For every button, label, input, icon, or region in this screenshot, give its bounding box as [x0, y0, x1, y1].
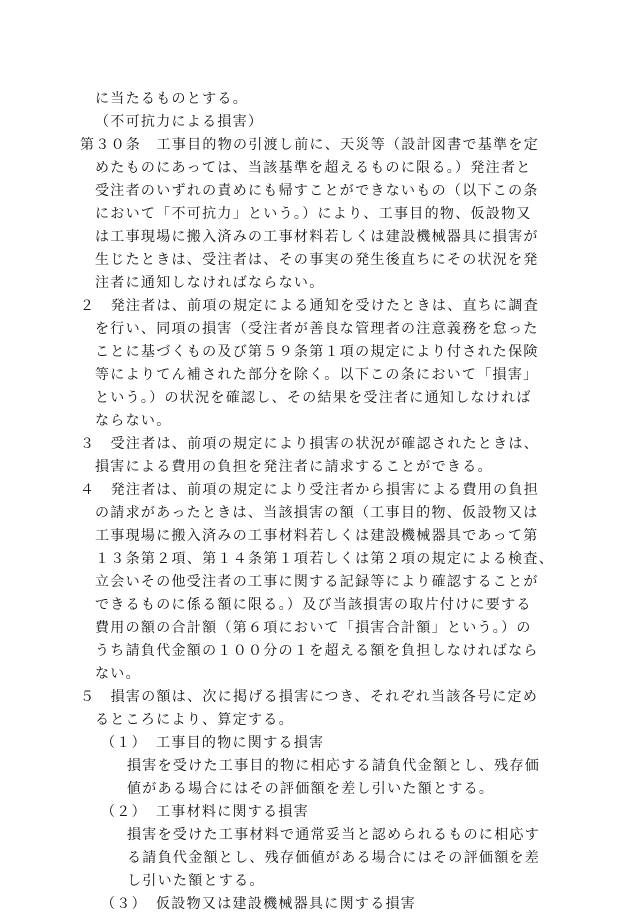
text-line: 損害による費用の負担を発注者に請求することができる。	[95, 459, 493, 475]
paragraph-5-start: ５ 損害の額は、次に掲げる損害につき、それぞれ当該各号に定め	[80, 689, 539, 705]
paragraph-3-start: ３ 受注者は、前項の規定により損害の状況が確認されたときは、	[80, 436, 539, 452]
text-line: という。）の状況を確認し、その結果を受注者に通知しなければ	[95, 390, 532, 406]
article-30-start: 第３０条 工事目的物の引渡し前に、天災等（設計図書で基準を定	[80, 137, 539, 153]
text-line: １３条第２項、第１４条第１項若しくは第２項の規定による検査、	[95, 551, 554, 567]
item-number: （１）	[101, 735, 147, 751]
text-line: 費用の額の合計額（第６項において「損害合計額」という。）の	[95, 620, 532, 636]
item-title: 工事材料に関する損害	[156, 804, 309, 820]
text-line: を行い、同項の損害（受注者が善良な管理者の注意義務を怠った	[95, 321, 539, 337]
paragraph-2-start: ２ 発注者は、前項の規定による通知を受けたときは、直ちに調査	[80, 298, 539, 314]
item-title: 工事目的物に関する損害	[156, 735, 325, 751]
text-line: できるものに係る額に限る。）及び当該損害の取片付けに要する	[95, 597, 532, 613]
text-line: 工事現場に搬入済みの工事材料若しくは建設機械器具であって第	[95, 528, 539, 544]
text-line: に当たるものとする。	[95, 91, 248, 107]
text-line: 生じたときは、受注者は、その事実の発生後直ちにその状況を発	[95, 252, 539, 268]
item-body-line: る請負代金額とし、残存価値がある場合にはその評価額を差	[127, 850, 541, 866]
text-line: うち請負代金額の１００分の１を超える額を負担しなければなら	[95, 643, 539, 659]
text-line: において「不可抗力」という。）により、工事目的物、仮設物又	[95, 206, 532, 222]
text-line: の請求があったときは、当該損害の額（工事目的物、仮設物又は	[95, 505, 539, 521]
text-line: ことに基づくもの及び第５９条第１項の規定により付された保険	[95, 344, 539, 360]
item-title: 仮設物又は建設機械器具に関する損害	[156, 896, 417, 912]
text-line: 立会いその他受注者の工事に関する記録等により確認することが	[95, 574, 539, 590]
text-line: ない。	[95, 666, 141, 682]
paragraph-4-start: ４ 発注者は、前項の規定により受注者から損害による費用の負担	[80, 482, 539, 498]
item-number: （２）	[101, 804, 147, 820]
item-number: （３）	[101, 896, 147, 912]
text-line: は工事現場に搬入済みの工事材料若しくは建設機械器具に損害が	[95, 229, 539, 245]
item-body-line: 値がある場合にはその評価額を差し引いた額とする。	[127, 781, 495, 797]
text-line: 等によりてん補された部分を除く。以下この条において「損害」	[95, 367, 539, 383]
text-line: めたものにあっては、当該基準を超えるものに限る。）発注者と	[95, 160, 532, 176]
text-line: 受注者のいずれの責めにも帰すことができないもの（以下この条	[95, 183, 539, 199]
item-body-line: 損害を受けた工事材料で通常妥当と認められるものに相応す	[127, 827, 541, 843]
text-line: ならない。	[95, 413, 172, 429]
text-line: るところにより、算定する。	[95, 712, 294, 728]
item-body-line: 損害を受けた工事目的物に相応する請負代金額とし、残存価	[127, 758, 541, 774]
text-line: 注者に通知しなければならない。	[95, 275, 325, 291]
section-heading: （不可抗力による損害）	[95, 114, 264, 130]
item-body-line: し引いた額とする。	[127, 873, 265, 889]
